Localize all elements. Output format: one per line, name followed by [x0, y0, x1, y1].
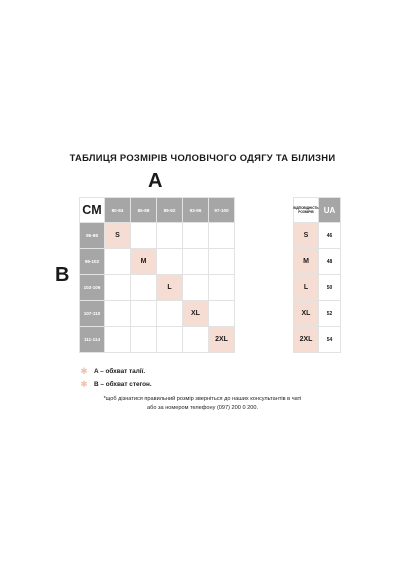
column-header: 97-100 [209, 197, 235, 223]
page-title: ТАБЛИЦЯ РОЗМІРІВ ЧОЛОВІЧОГО ОДЯГУ ТА БІЛИЗНИ [69, 152, 336, 163]
size-cell [209, 223, 235, 249]
size-cell [105, 275, 131, 301]
legend-item-a [80, 366, 145, 377]
consultant-note [0, 395, 405, 412]
column-header: 85-88 [131, 197, 157, 223]
size-cell [131, 223, 157, 249]
size-cell [157, 223, 183, 249]
row-header: 107-110 [79, 301, 105, 327]
side-header-correspondence: ВІДПОВІДНІСТЬ РОЗМІРІВ [293, 197, 319, 223]
legend-text-a: A – обхват талії. [94, 368, 146, 375]
note-line-1: *щоб дізнатися правильний розмір зверніться до наших консультантів в чаті [103, 396, 302, 402]
row-header: 99-102 [79, 249, 105, 275]
size-cell [105, 327, 131, 353]
side-size-cell: L [293, 275, 319, 301]
size-cell [183, 327, 209, 353]
row-header: 111-114 [79, 327, 105, 353]
size-cell [157, 327, 183, 353]
side-ua-cell: 52 [319, 301, 341, 327]
side-size-cell: S [293, 223, 319, 249]
size-grid [79, 197, 235, 353]
size-cell [131, 301, 157, 327]
asterisk-icon: ✱ [80, 366, 88, 376]
asterisk-icon: ✱ [80, 379, 88, 389]
size-cell-highlight: XL [183, 301, 209, 327]
axis-b-label: B [55, 264, 70, 286]
column-header: 93-96 [183, 197, 209, 223]
side-ua-cell: 54 [319, 327, 341, 353]
size-cell-highlight: L [157, 275, 183, 301]
legend-text-b: B – обхват стегон. [94, 381, 152, 388]
side-ua-cell: 46 [319, 223, 341, 249]
column-header: 80-84 [105, 197, 131, 223]
size-cell-highlight: M [131, 249, 157, 275]
ua-size-table [293, 197, 341, 353]
size-cell [209, 301, 235, 327]
row-header: 95-98 [79, 223, 105, 249]
side-ua-cell: 50 [319, 275, 341, 301]
corner-label: CM [79, 197, 105, 223]
size-cell-highlight: S [105, 223, 131, 249]
side-ua-cell: 48 [319, 249, 341, 275]
size-cell [183, 223, 209, 249]
size-cell [209, 275, 235, 301]
size-cell [105, 301, 131, 327]
column-header: 89-92 [157, 197, 183, 223]
side-size-cell: XL [293, 301, 319, 327]
side-size-cell: 2XL [293, 327, 319, 353]
size-cell [157, 249, 183, 275]
size-cell [183, 249, 209, 275]
legend-item-b [80, 379, 152, 390]
size-cell [105, 249, 131, 275]
size-cell [183, 275, 209, 301]
row-header: 103-106 [79, 275, 105, 301]
size-cell-highlight: 2XL [209, 327, 235, 353]
side-header-ua: UA [319, 197, 341, 223]
side-size-cell: M [293, 249, 319, 275]
note-line-2: або за номером телефону (097) 200 0 200. [147, 404, 258, 411]
size-cell [131, 275, 157, 301]
axis-a-label: A [148, 170, 163, 192]
size-cell [209, 249, 235, 275]
size-cell [131, 327, 157, 353]
size-cell [157, 301, 183, 327]
